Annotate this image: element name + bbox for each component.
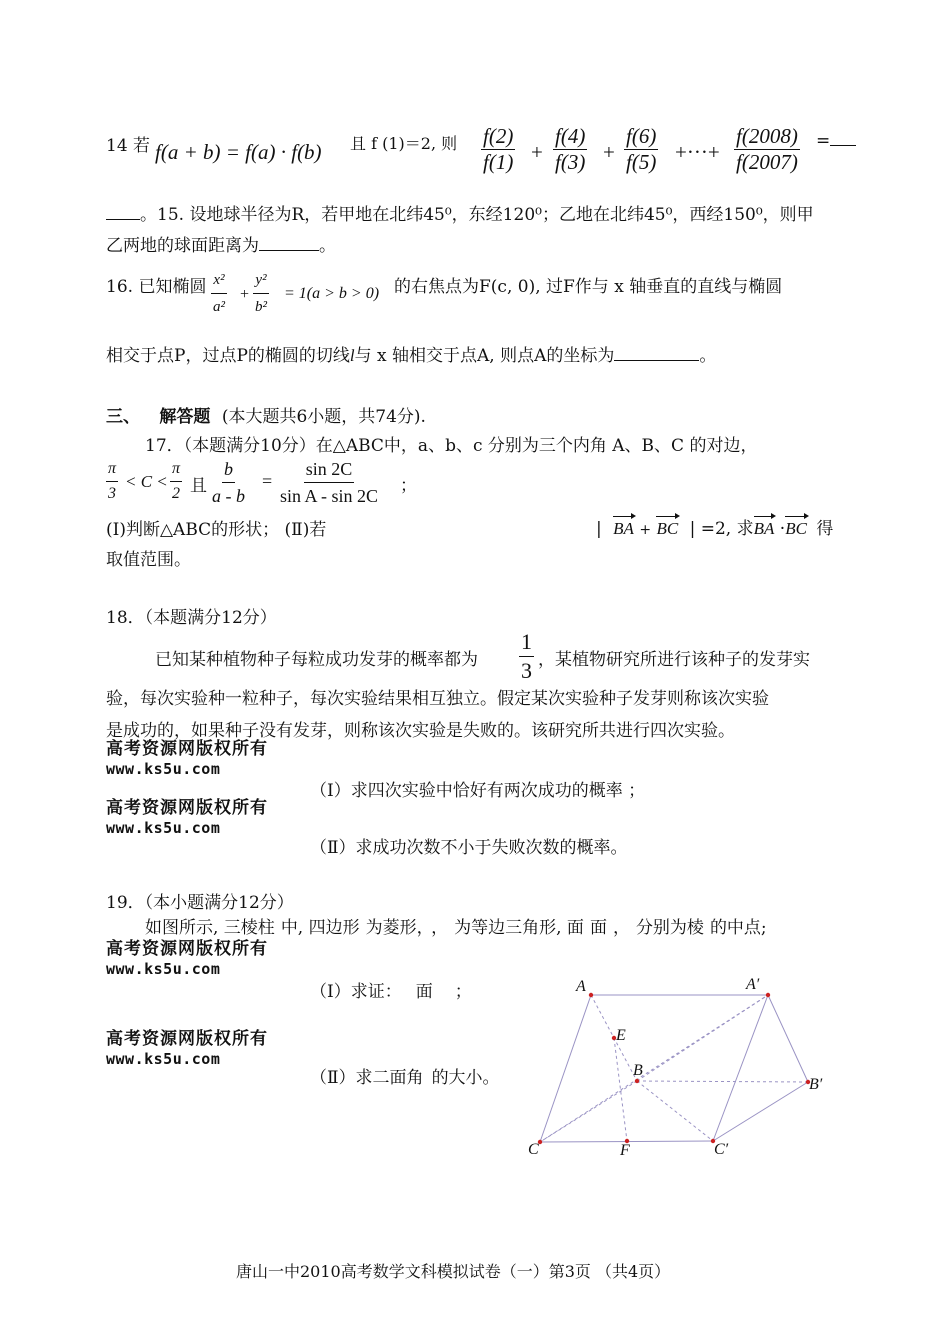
q15-text: 。15. 设地球半径为R，若甲地在北纬45⁰，东经120⁰；乙地在北纬45⁰，西经150⁰，则甲 — [140, 205, 814, 225]
tangent-l: l — [349, 346, 355, 365]
q18-item-2: （Ⅱ）求成功次数不小于失败次数的概率。 — [310, 838, 628, 858]
q19-i1b: 面 — [415, 982, 433, 1002]
watermark-line-1: 高考资源网版权所有 — [106, 1029, 268, 1049]
figure-hidden-edges — [540, 995, 808, 1142]
q16-end: 。 — [699, 346, 717, 366]
q17-frac-sin — [278, 456, 380, 509]
frac-den: a² — [213, 299, 225, 315]
q16-after: 的右焦点为F(c, 0), 过F作与 x 轴垂直的直线与椭圆 — [394, 277, 783, 297]
q16-frac-x — [211, 267, 227, 320]
q17-equals: = — [262, 471, 273, 491]
point-b — [635, 1079, 639, 1083]
watermark-2 — [106, 798, 268, 838]
q19-i2b: 的大小。 — [431, 1068, 500, 1088]
frac-den: 3 — [108, 485, 116, 502]
label-b: B — [633, 1062, 643, 1079]
q17-vector-expr — [596, 514, 833, 539]
q19-item-2 — [310, 1063, 500, 1088]
edge-ap-cp — [713, 995, 768, 1141]
frac-den: b² — [255, 299, 267, 315]
page-footer: 唐山一中2010高考数学文科模拟试卷（一）第3页 （共4页） — [236, 1262, 671, 1281]
section-number: 三、 — [106, 407, 140, 427]
q16-text-b: 与 x 轴相交于点A, 则点A的坐标为 — [354, 346, 615, 366]
q19-t6: 面 — [589, 918, 607, 938]
label-c: C — [528, 1141, 539, 1155]
edge-ap-bp — [768, 995, 808, 1082]
watermark-1 — [106, 739, 268, 779]
figure-labels — [528, 976, 823, 1155]
frac-num: sin 2C — [304, 456, 355, 483]
q17-inequality: < C < — [125, 472, 168, 491]
q14-frac-3 — [624, 124, 658, 175]
q19-i1a: （Ⅰ）求证： — [310, 982, 402, 1002]
q14-plus-ellipsis: +···+ — [675, 140, 720, 164]
q19-t4: ， — [431, 918, 449, 938]
q15-line-2 — [106, 231, 336, 256]
watermark-line-2: www.ks5u.com — [106, 960, 221, 978]
frac-den: 2 — [172, 485, 180, 502]
q18-para-3: 是成功的，如果种子没有发芽，则称该次实验是失败的。该研究所共进行四次实验。 — [106, 721, 735, 741]
q14-frac-2 — [553, 124, 587, 175]
q19-para — [145, 913, 767, 938]
q15-end: 。 — [319, 236, 336, 256]
frac-den: f(1) — [483, 150, 514, 174]
answer-blank — [106, 219, 140, 220]
section-3-heading — [106, 402, 426, 427]
q17-and: 且 — [190, 476, 207, 496]
point-ap — [766, 993, 770, 997]
q19-t9: 的中点; — [709, 918, 767, 938]
q14-prefix: 14 若 — [106, 136, 151, 156]
q19-i1c: ； — [454, 982, 472, 1002]
q14-mid: 且 f (1)＝2, 则 — [350, 134, 458, 153]
watermark-line-2: www.ks5u.com — [106, 1050, 221, 1068]
label-e: E — [616, 1027, 626, 1044]
vector-bc: BC — [656, 519, 679, 538]
watermark-line-1: 高考资源网版权所有 — [106, 939, 268, 959]
q16-text: 相交于点P，过点P的椭圆的切线 — [106, 346, 350, 366]
q18-one-third — [519, 628, 534, 685]
vector-plus: + — [639, 522, 652, 538]
q16-plus: + — [240, 286, 250, 303]
q16-line-2 — [106, 341, 716, 366]
q18-heading: 18．（本题满分12分） — [106, 608, 277, 628]
frac-num: f(4) — [555, 124, 586, 148]
watermark-4 — [106, 1029, 268, 1069]
q19-t1: 如图所示, 三棱柱 — [145, 918, 275, 938]
frac-num: b — [222, 456, 235, 483]
frac-num: π — [106, 457, 118, 482]
label-ap: A′ — [746, 976, 760, 993]
edge-cp-bp — [713, 1082, 808, 1141]
answer-blank — [830, 145, 856, 146]
section-title: 解答题 — [159, 407, 211, 427]
q18-para-2: 验，每次实验种一粒种子，每次实验结果相互独立。假定某次实验种子发芽则称该次实验 — [106, 689, 769, 709]
label-a: A — [576, 978, 586, 995]
q14-frac-1 — [481, 124, 515, 175]
frac-num: f(2) — [483, 124, 514, 148]
q17-pi-over-3 — [106, 457, 118, 506]
edge-a-c — [540, 995, 591, 1142]
q14-frac-4 — [734, 124, 800, 175]
figure-points — [538, 993, 810, 1144]
abs-eq: | =2, 求 — [689, 519, 754, 539]
edge-e-f — [614, 1038, 627, 1141]
vector-dot: · — [779, 519, 786, 539]
q17-pi-over-2 — [170, 457, 182, 506]
vector-ba: BA — [613, 519, 634, 538]
label-bp: B′ — [809, 1076, 823, 1093]
q16-condition: = 1(a > b > 0) — [284, 285, 380, 302]
frac-num: π — [170, 457, 182, 482]
answer-blank — [259, 250, 319, 251]
q19-heading: 19．（本小题满分12分） — [106, 893, 294, 913]
frac-den: sin A - sin 2C — [280, 486, 379, 506]
q14-equals — [816, 131, 856, 151]
q19-t7: ， — [612, 918, 630, 938]
q19-t2: 中, 四边形 — [280, 918, 360, 938]
q15-text-2: 乙两地的球面距离为 — [106, 236, 259, 256]
edge-b-bp — [637, 1081, 808, 1082]
frac-den: f(2007) — [736, 150, 798, 174]
frac-den: a - b — [212, 486, 245, 506]
frac-num: f(2008) — [736, 124, 798, 148]
q16-frac-y — [253, 267, 269, 320]
vector-bc-2: BC — [785, 519, 807, 538]
q14-q15-line — [106, 200, 814, 225]
q17-line-4: 取值范围。 — [106, 550, 191, 570]
q19-i2a: （Ⅱ）求二面角 — [310, 1068, 424, 1088]
prism-figure — [520, 965, 850, 1155]
watermark-3 — [106, 939, 268, 979]
q17-frac-b — [210, 456, 247, 509]
equals-sign: = — [816, 131, 831, 151]
frac-den: f(3) — [555, 150, 586, 174]
point-a — [589, 993, 593, 997]
edge-b-c — [540, 1081, 637, 1142]
edge-b-cp — [637, 1081, 713, 1141]
q14-plus-1: + — [531, 140, 543, 164]
frac-num: f(6) — [626, 124, 657, 148]
q19-t5: 为等边三角形, 面 — [454, 918, 584, 938]
q18-para-1b: ，某植物研究所进行该种子的发芽实 — [538, 650, 810, 670]
vector-ba-2: BA — [753, 519, 775, 538]
watermark-line-2: www.ks5u.com — [106, 819, 221, 837]
q14-condition: f(a + b) = f(a) · f(b) — [155, 140, 322, 164]
frac-den: f(5) — [626, 150, 657, 174]
q17-parts: (Ⅰ)判断△ABC的形状； (Ⅱ)若 — [106, 520, 327, 540]
frac-num: 1 — [519, 628, 534, 657]
answer-blank — [614, 360, 699, 361]
q16-prefix: 16. 已知椭圆 — [106, 277, 207, 297]
abs-bar: | — [596, 519, 602, 539]
label-cp: C′ — [714, 1141, 729, 1155]
q19-item-1 — [310, 977, 472, 1002]
watermark-line-1: 高考资源网版权所有 — [106, 739, 268, 759]
q19-t3: 为菱形， — [365, 918, 426, 938]
q14-plus-2: + — [603, 140, 615, 164]
frac-den: 3 — [521, 658, 532, 683]
figure-edges — [540, 995, 808, 1142]
watermark-line-1: 高考资源网版权所有 — [106, 798, 268, 818]
q18-para-1a: 已知某种植物种子每粒成功发芽的概率都为 — [155, 650, 478, 670]
watermark-line-2: www.ks5u.com — [106, 760, 221, 778]
q19-t8: 分别为棱 — [635, 918, 704, 938]
section-note: (本大题共6小题，共74分). — [221, 407, 426, 427]
q17-semicolon: ； — [400, 476, 417, 496]
q18-item-1: （Ⅰ）求四次实验中恰好有两次成功的概率 ； — [310, 781, 646, 801]
frac-num: y² — [253, 267, 268, 294]
frac-num: x² — [211, 267, 226, 294]
q17-line-1: 17．（本题满分10分）在△ABC中，a、b、c 分别为三个内角 A、B、C 的对边， — [145, 436, 758, 456]
label-f: F — [620, 1142, 630, 1155]
q17-de: 得 — [816, 519, 834, 539]
